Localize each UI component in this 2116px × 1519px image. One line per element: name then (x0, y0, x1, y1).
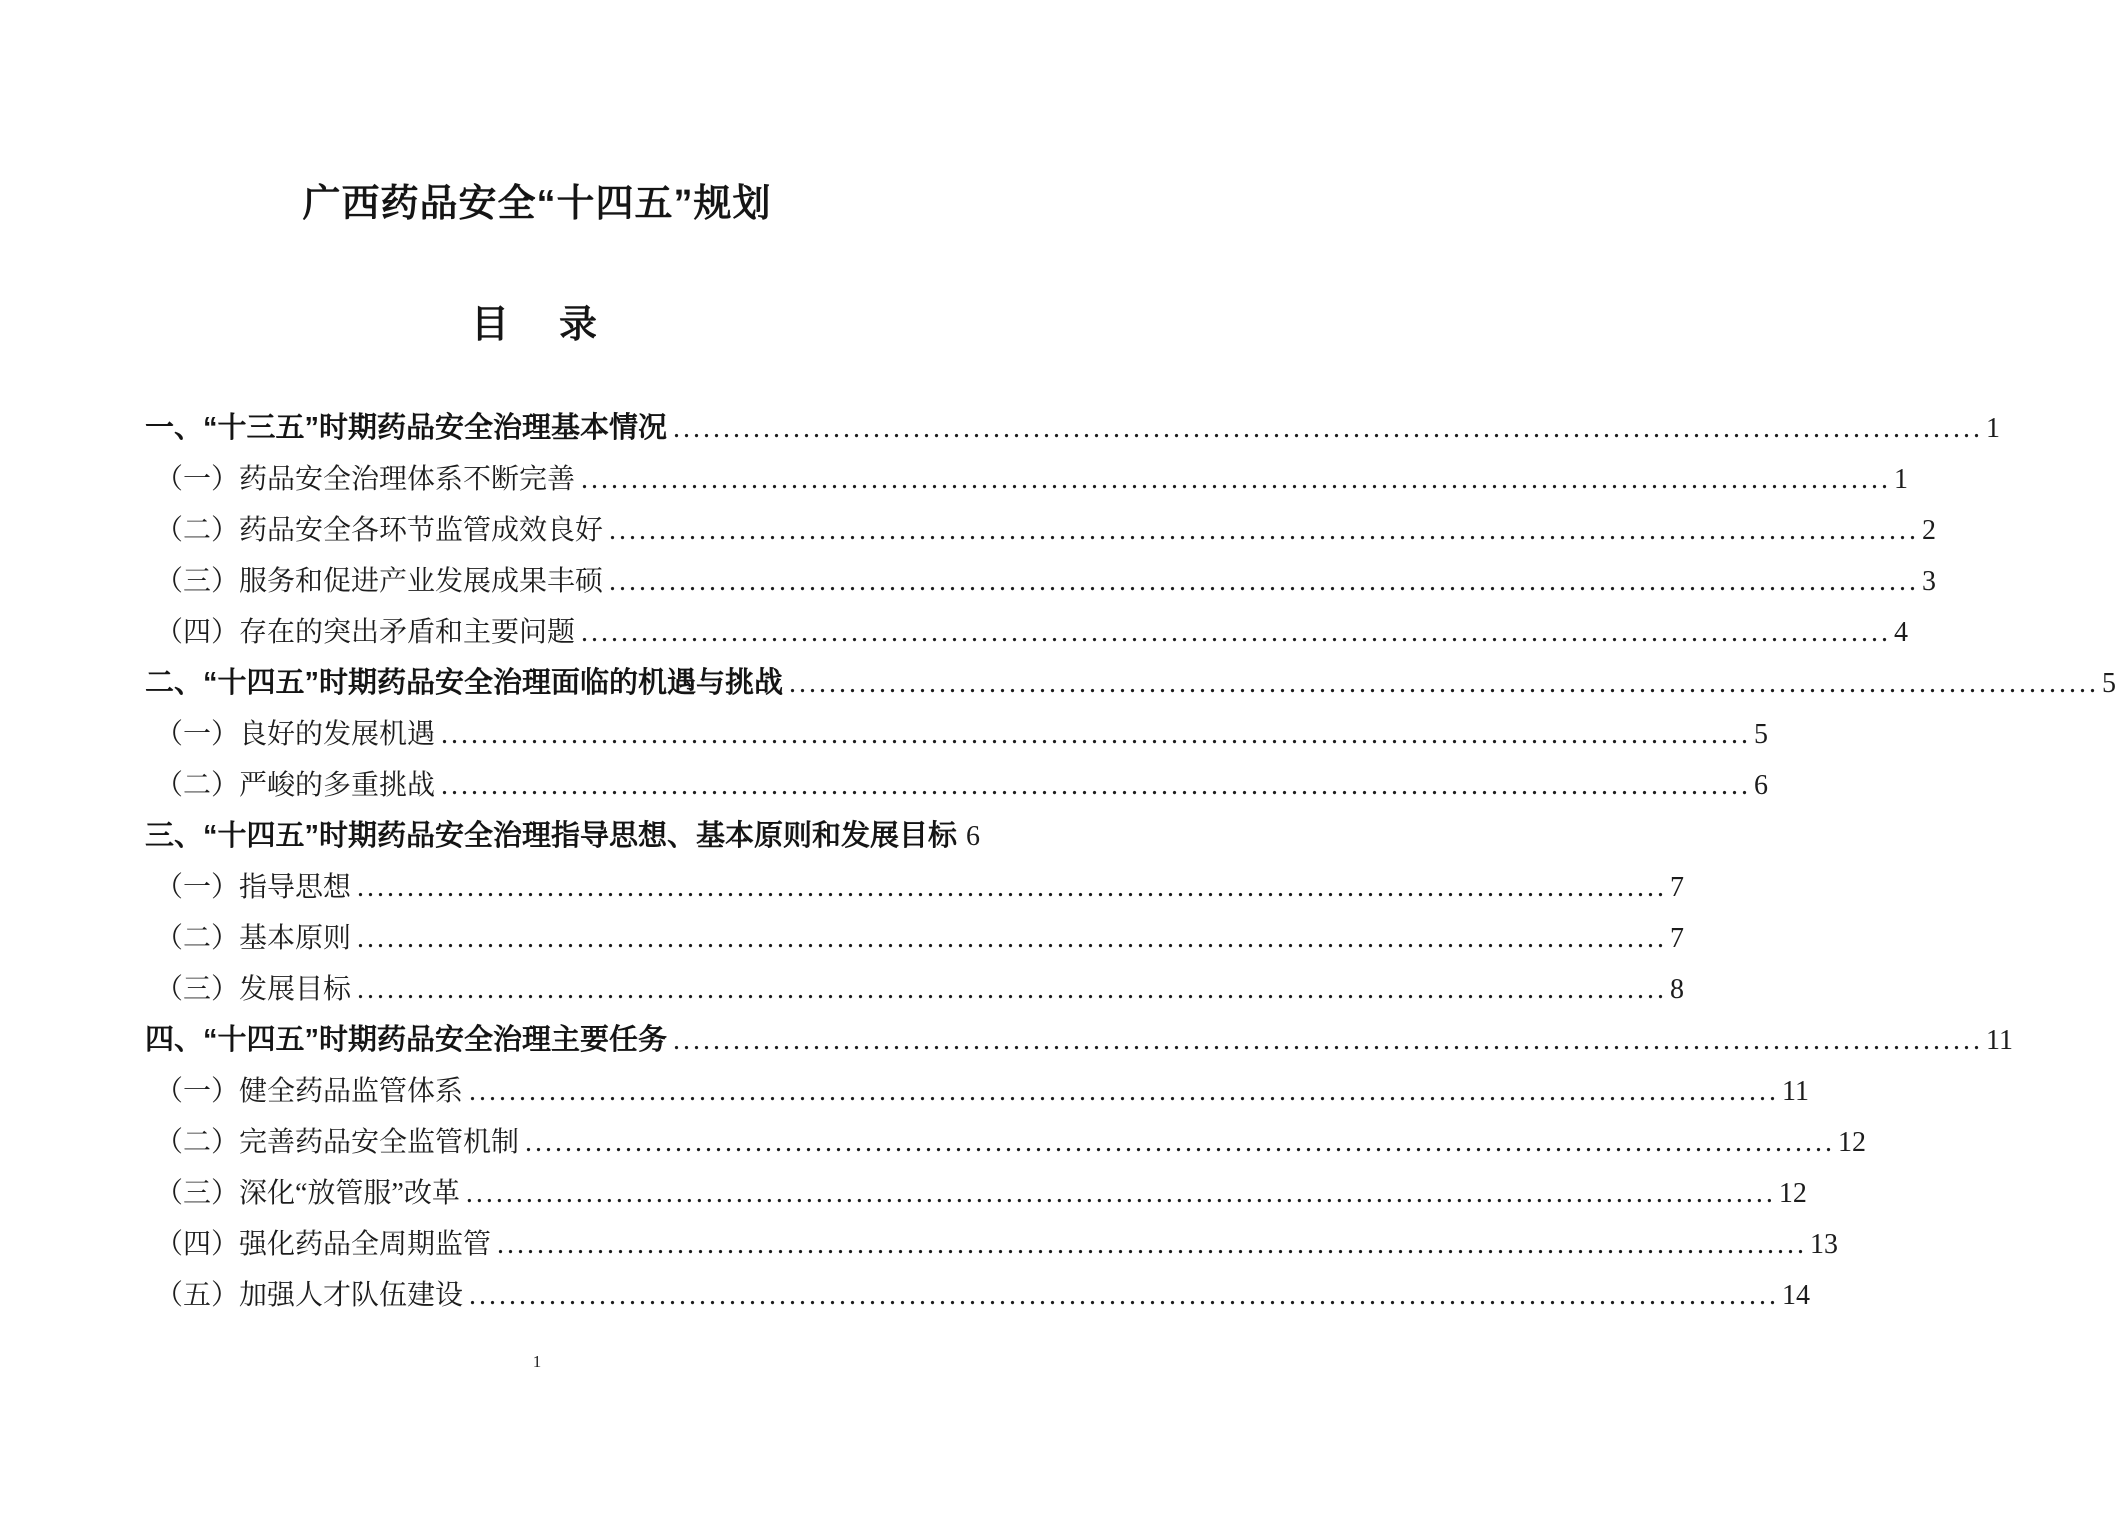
toc-entry-label: 一、“十三五”时期药品安全治理基本情况 (145, 412, 668, 444)
toc-entry (145, 811, 981, 862)
toc-entry-page: 2 (1922, 515, 1937, 546)
toc-heading: 目 录 (470, 304, 603, 346)
toc-entry-page: 6 (966, 821, 981, 852)
toc-dot-leader (789, 658, 2099, 709)
toc-entry-page: 4 (1894, 617, 1909, 648)
toc-entry (145, 1015, 2013, 1066)
toc-dot-leader (609, 505, 1919, 556)
toc-entry (145, 454, 1909, 505)
toc-entry (145, 1117, 1867, 1168)
toc-entry-page: 6 (1754, 770, 1769, 801)
toc-dot-leader (357, 964, 1667, 1015)
toc-entry (145, 607, 1909, 658)
toc-entry-page: 11 (1986, 1025, 2013, 1056)
toc-dot-leader (581, 454, 1891, 505)
toc-entry (145, 862, 1685, 913)
toc-entry-label: 四、“十四五”时期药品安全治理主要任务 (145, 1024, 668, 1056)
toc-entry-label: 三、“十四五”时期药品安全治理指导思想、基本原则和发展目标 (145, 820, 958, 852)
toc-entry-label: （三）深化“放管服”改革 (155, 1178, 460, 1209)
toc-entry-label: （二）严峻的多重挑战 (155, 770, 436, 801)
toc-entry-label: （四）强化药品全周期监管 (155, 1229, 492, 1260)
toc-entry-page: 14 (1782, 1280, 1811, 1311)
toc-dot-leader (441, 709, 1751, 760)
footer-page-number: 1 (532, 1352, 542, 1371)
toc-entry-page: 13 (1810, 1229, 1839, 1260)
toc-entry (145, 709, 1769, 760)
toc-entry-label: （四）存在的突出矛盾和主要问题 (155, 617, 576, 648)
document-title: 广西药品安全“十四五”规划 (302, 183, 772, 225)
toc-entry-label: （二）药品安全各环节监管成效良好 (155, 515, 604, 546)
toc-entry-page: 11 (1782, 1076, 1809, 1107)
toc-entry (145, 505, 1937, 556)
toc-entry (145, 658, 2116, 709)
toc-entry-page: 5 (2102, 668, 2116, 699)
toc-entry-page: 8 (1670, 974, 1685, 1005)
toc-entry-label: 二、“十四五”时期药品安全治理面临的机遇与挑战 (145, 667, 784, 699)
toc-entry (145, 1168, 1807, 1219)
toc-dot-leader (441, 760, 1751, 811)
toc-entry-page: 3 (1922, 566, 1937, 597)
toc-entry-label: （二）基本原则 (155, 923, 352, 954)
toc-dot-leader (609, 556, 1919, 607)
toc-dot-leader (357, 862, 1667, 913)
toc-dot-leader (466, 1168, 1776, 1219)
toc-dot-leader (525, 1117, 1835, 1168)
toc-entry-label: （一）良好的发展机遇 (155, 719, 436, 750)
toc-dot-leader (357, 913, 1667, 964)
toc-dot-leader (497, 1219, 1807, 1270)
toc-entry-page: 12 (1838, 1127, 1867, 1158)
toc-list (145, 403, 2116, 1321)
toc-entry-label: （一）指导思想 (155, 872, 352, 903)
toc-entry-label: （三）服务和促进产业发展成果丰硕 (155, 566, 604, 597)
toc-entry-page: 12 (1778, 1178, 1807, 1209)
toc-entry-label: （二）完善药品安全监管机制 (155, 1127, 520, 1158)
toc-entry-page: 7 (1670, 872, 1685, 903)
toc-entry (145, 1270, 1811, 1321)
toc-entry (145, 1219, 1839, 1270)
toc-entry (145, 556, 1937, 607)
toc-entry (145, 964, 1685, 1015)
toc-entry (145, 403, 2001, 454)
toc-dot-leader (673, 1015, 1983, 1066)
toc-entry (145, 913, 1685, 964)
toc-entry-page: 7 (1670, 923, 1685, 954)
toc-entry-label: （三）发展目标 (155, 974, 352, 1005)
toc-entry-label: （五）加强人才队伍建设 (155, 1280, 464, 1311)
toc-entry-page: 5 (1754, 719, 1769, 750)
toc-dot-leader (581, 607, 1891, 658)
toc-entry-label: （一）健全药品监管体系 (155, 1076, 464, 1107)
toc-entry-page: 1 (1894, 464, 1909, 495)
toc-dot-leader (673, 403, 1983, 454)
toc-entry-page: 1 (1986, 413, 2001, 444)
toc-dot-leader (469, 1066, 1779, 1117)
toc-entry (145, 1066, 1809, 1117)
toc-entry (145, 760, 1769, 811)
toc-dot-leader (469, 1270, 1779, 1321)
toc-entry-label: （一）药品安全治理体系不断完善 (155, 464, 576, 495)
